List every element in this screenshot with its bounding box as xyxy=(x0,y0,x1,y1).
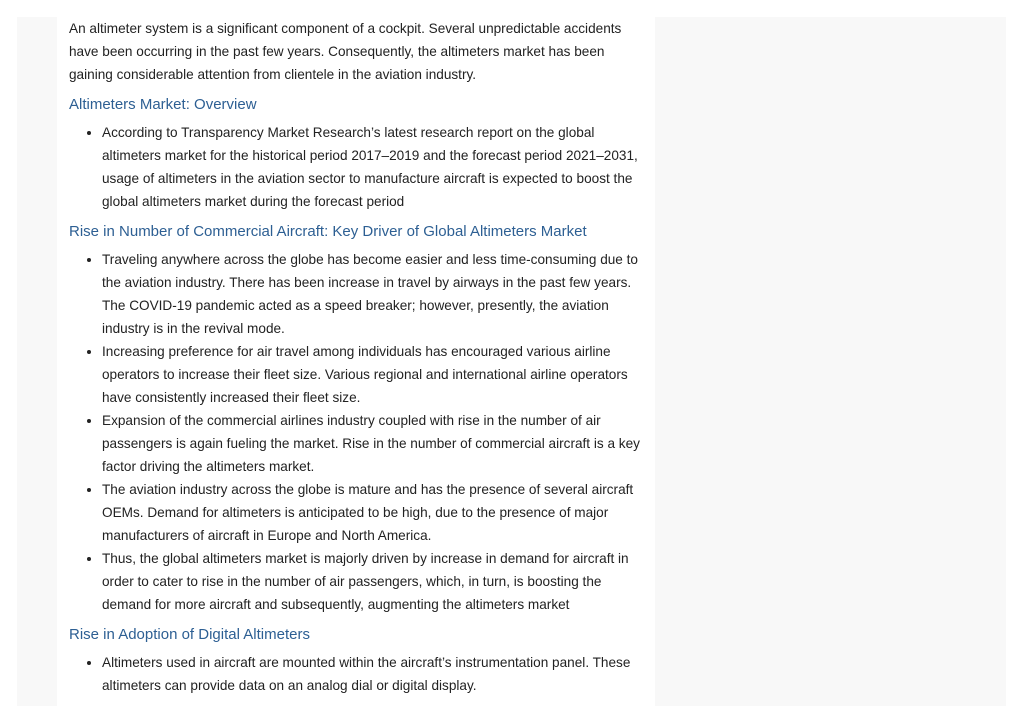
list-item: • Thus, the global altimeters market is majorly driven by increase in demand for aircraft in order to cater to rise in the number of air passengers, which, in turn, is boosting the demand for more aircraft and subsequently, augmenting the altimeters market xyxy=(102,547,645,616)
sidebar-panel xyxy=(655,17,1006,706)
section-heading-key-driver: Rise in Number of Commercial Aircraft: Key Driver of Global Altimeters Market xyxy=(69,223,587,240)
list-item: • Expansion of the commercial airlines industry coupled with rise in the number of air passengers is again fueling the market. Rise in the number of commercial aircraft is a key factor driving the altimeters market. xyxy=(102,409,645,478)
article-content xyxy=(69,17,645,702)
section-heading-overview: Altimeters Market: Overview xyxy=(69,96,257,113)
list-item: • Altimeters used in aircraft are mounted within the aircraft’s instrumentation panel. These altimeters can provide data on an analog dial or digital display. xyxy=(102,651,645,697)
bullet-list-digital-altimeters xyxy=(69,651,645,697)
intro-paragraph: An altimeter system is a significant component of a cockpit. Several unpredictable accidents have been occurring in the past few years. Consequently, the altimeters market has been gaining considerable attention from clientele in the aviation industry. xyxy=(69,21,622,82)
list-item: • Traveling anywhere across the globe has become easier and less time-consuming due to the aviation industry. There has been increase in travel by airways in the past few years. The COVID-19 pandemic acted as a speed breaker; however, presently, the aviation industry is in the revival mode. xyxy=(102,248,645,340)
list-item: • Increasing preference for air travel among individuals has encouraged various airline operators to increase their fleet size. Various regional and international airline operators have consistently increased their fleet size. xyxy=(102,340,645,409)
section-heading-digital-altimeters: Rise in Adoption of Digital Altimeters xyxy=(69,626,310,643)
list-item: • According to Transparency Market Research’s latest research report on the global altimeters market for the historical period 2017–2019 and the forecast period 2021–2031, usage of altimeters in the aviation sector to manufacture aircraft is expected to boost the global altimeters market during the forecast period xyxy=(102,121,645,213)
article-panel xyxy=(57,17,655,706)
bullet-list-key-driver xyxy=(69,248,645,616)
bullet-list-overview xyxy=(69,121,645,213)
list-item: • The aviation industry across the globe is mature and has the presence of several aircraft OEMs. Demand for altimeters is anticipated to be high, due to the presence of major manufacturers of aircraft in Europe and North America. xyxy=(102,478,645,547)
